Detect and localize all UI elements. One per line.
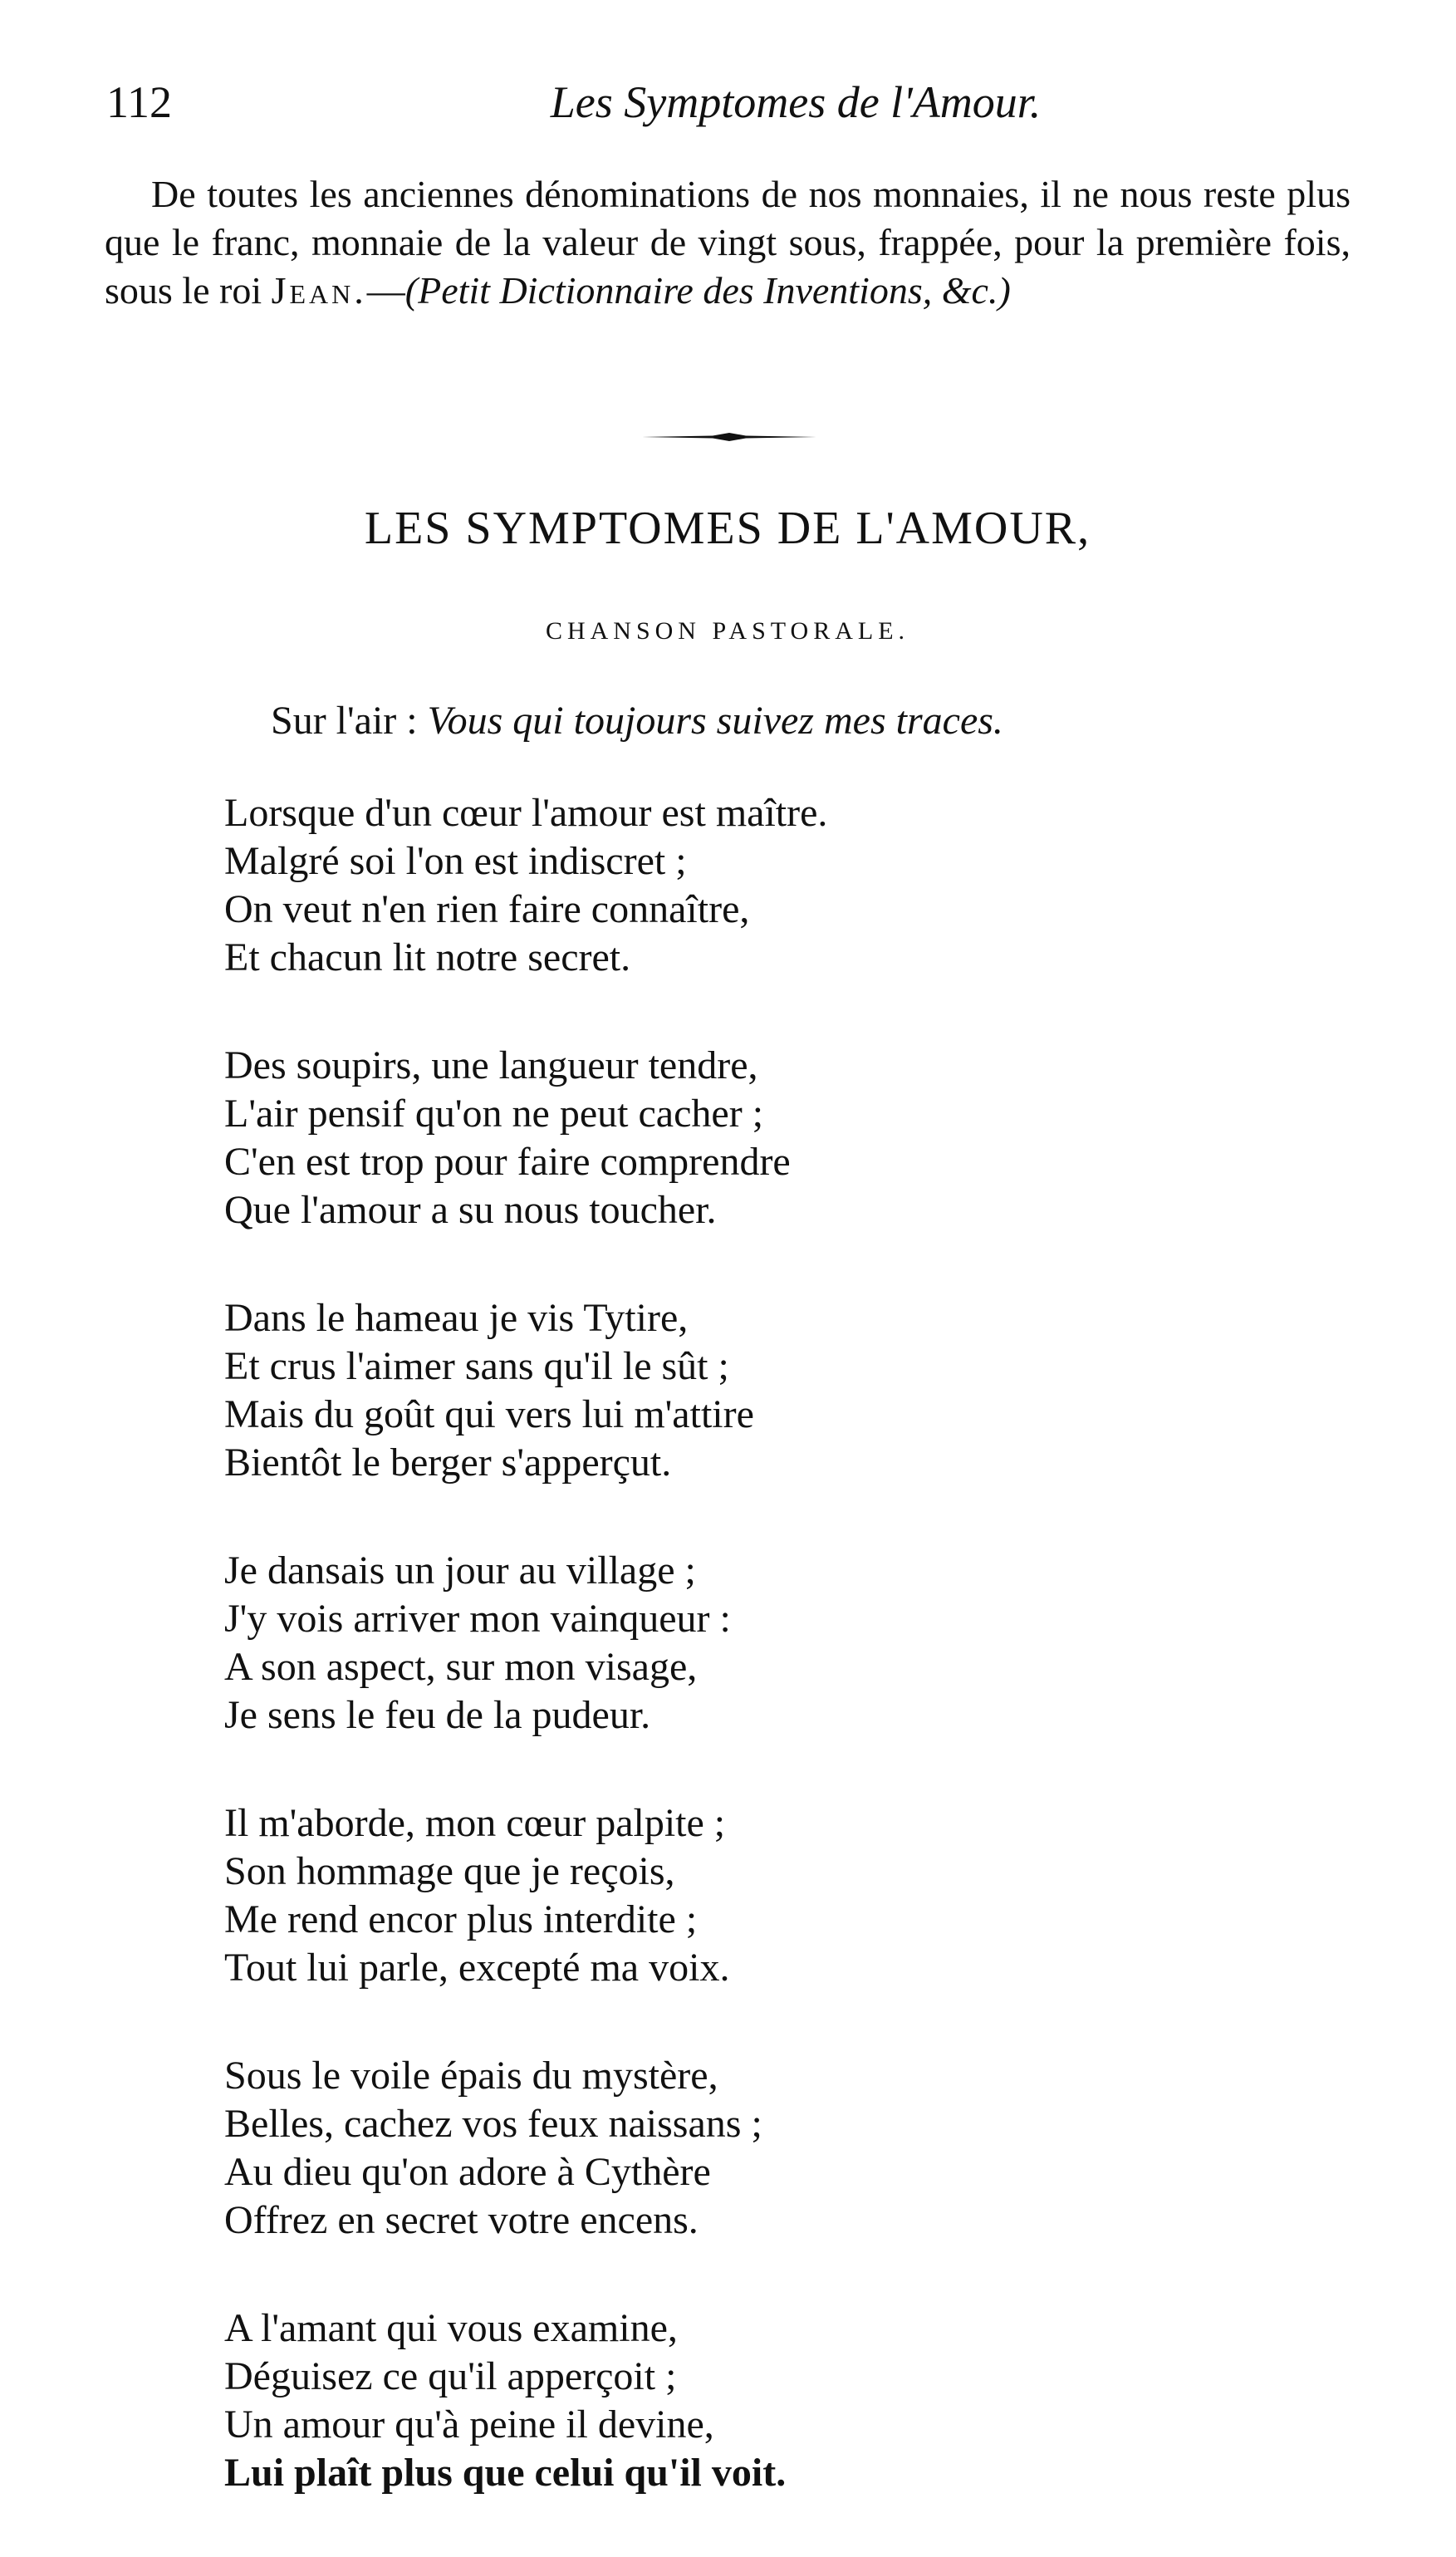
verse-line: Me rend encor plus interdite ;	[224, 1897, 698, 1941]
stanza-5	[224, 1799, 1346, 1992]
verse-line: Bientôt le berger s'apperçut.	[224, 1440, 672, 1485]
stanza-1	[224, 789, 1346, 982]
verse-line: On veut n'en rien faire connaître,	[224, 887, 750, 931]
verse-line: Et chacun lit notre secret.	[224, 935, 631, 979]
verse-line: C'en est trop pour faire comprendre	[224, 1140, 791, 1184]
verse-line: Malgré soi l'on est indiscret ;	[224, 839, 687, 883]
page-number: 112	[106, 77, 172, 127]
air-prefix: Sur l'air :	[271, 699, 428, 743]
verse-line: A son aspect, sur mon visage,	[224, 1645, 698, 1689]
song-subtitle: CHANSON PASTORALE.	[545, 617, 910, 645]
verse-line: Mais du goût qui vers lui m'attire	[224, 1392, 754, 1436]
verse-line: Que l'amour a su nous toucher.	[224, 1188, 717, 1232]
verse-line: Sous le voile épais du mystère,	[224, 2054, 718, 2098]
verse-line: Déguisez ce qu'il apperçoit ;	[224, 2354, 677, 2398]
running-title: Les Symptomes de l'Amour.	[550, 77, 1042, 127]
source-citation: (Petit Dictionnaire des Inventions, &c.)	[404, 269, 1011, 312]
verse-line: Dans le hameau je vis Tytire,	[224, 1296, 689, 1340]
verse-line: Offrez en secret votre encens.	[224, 2198, 699, 2242]
air-name: Vous qui toujours suivez mes traces.	[427, 699, 1003, 743]
verse-line: Tout lui parle, excepté ma voix.	[224, 1946, 730, 1990]
verse-line: Son hommage que je reçois,	[224, 1849, 675, 1893]
stanza-7	[224, 2304, 1346, 2497]
verse-line: A l'amant qui vous examine,	[224, 2306, 678, 2350]
running-header	[106, 73, 1352, 131]
verse-line: Il m'aborde, mon cœur palpite ;	[224, 1801, 726, 1845]
king-name: Jean.	[271, 269, 367, 312]
verse-line: Je dansais un jour au village ;	[224, 1548, 696, 1593]
stanzas	[224, 789, 1346, 2557]
verse-line: Et crus l'aimer sans qu'il le sût ;	[224, 1344, 729, 1388]
verse-line: Lorsque d'un cœur l'amour est maître.	[224, 791, 828, 835]
intro-text: De toutes les anciennes dénominations de nos monnaies, il ne nous reste plus que le franc, monnaie de la valeur de vingt sous, frappée, pour la première fois, sous le roi	[105, 173, 1351, 312]
stanza-4	[224, 1547, 1346, 1740]
verse-line: L'air pensif qu'on ne peut cacher ;	[224, 1092, 764, 1136]
stanza-6	[224, 2052, 1346, 2245]
song-title: LES SYMPTOMES DE L'AMOUR,	[364, 503, 1091, 554]
verse-line: Je sens le feu de la pudeur.	[224, 1693, 651, 1737]
ornamental-rule	[642, 430, 816, 444]
stanza-2	[224, 1042, 1346, 1234]
verse-line: Lui plaît plus que celui qu'il voit.	[224, 2451, 787, 2495]
stanza-3	[224, 1294, 1346, 1487]
verse-line: Au dieu qu'on adore à Cythère	[224, 2150, 711, 2194]
air-line	[271, 694, 1267, 748]
verse-line: Belles, cachez vos feux naissans ;	[224, 2102, 762, 2146]
intro-paragraph	[105, 170, 1351, 315]
verse-line: J'y vois arriver mon vainqueur :	[224, 1597, 731, 1641]
verse-line: Un amour qu'à peine il devine,	[224, 2402, 714, 2447]
verse-line: Des soupirs, une langueur tendre,	[224, 1043, 758, 1087]
intro-dash: —	[366, 269, 405, 312]
